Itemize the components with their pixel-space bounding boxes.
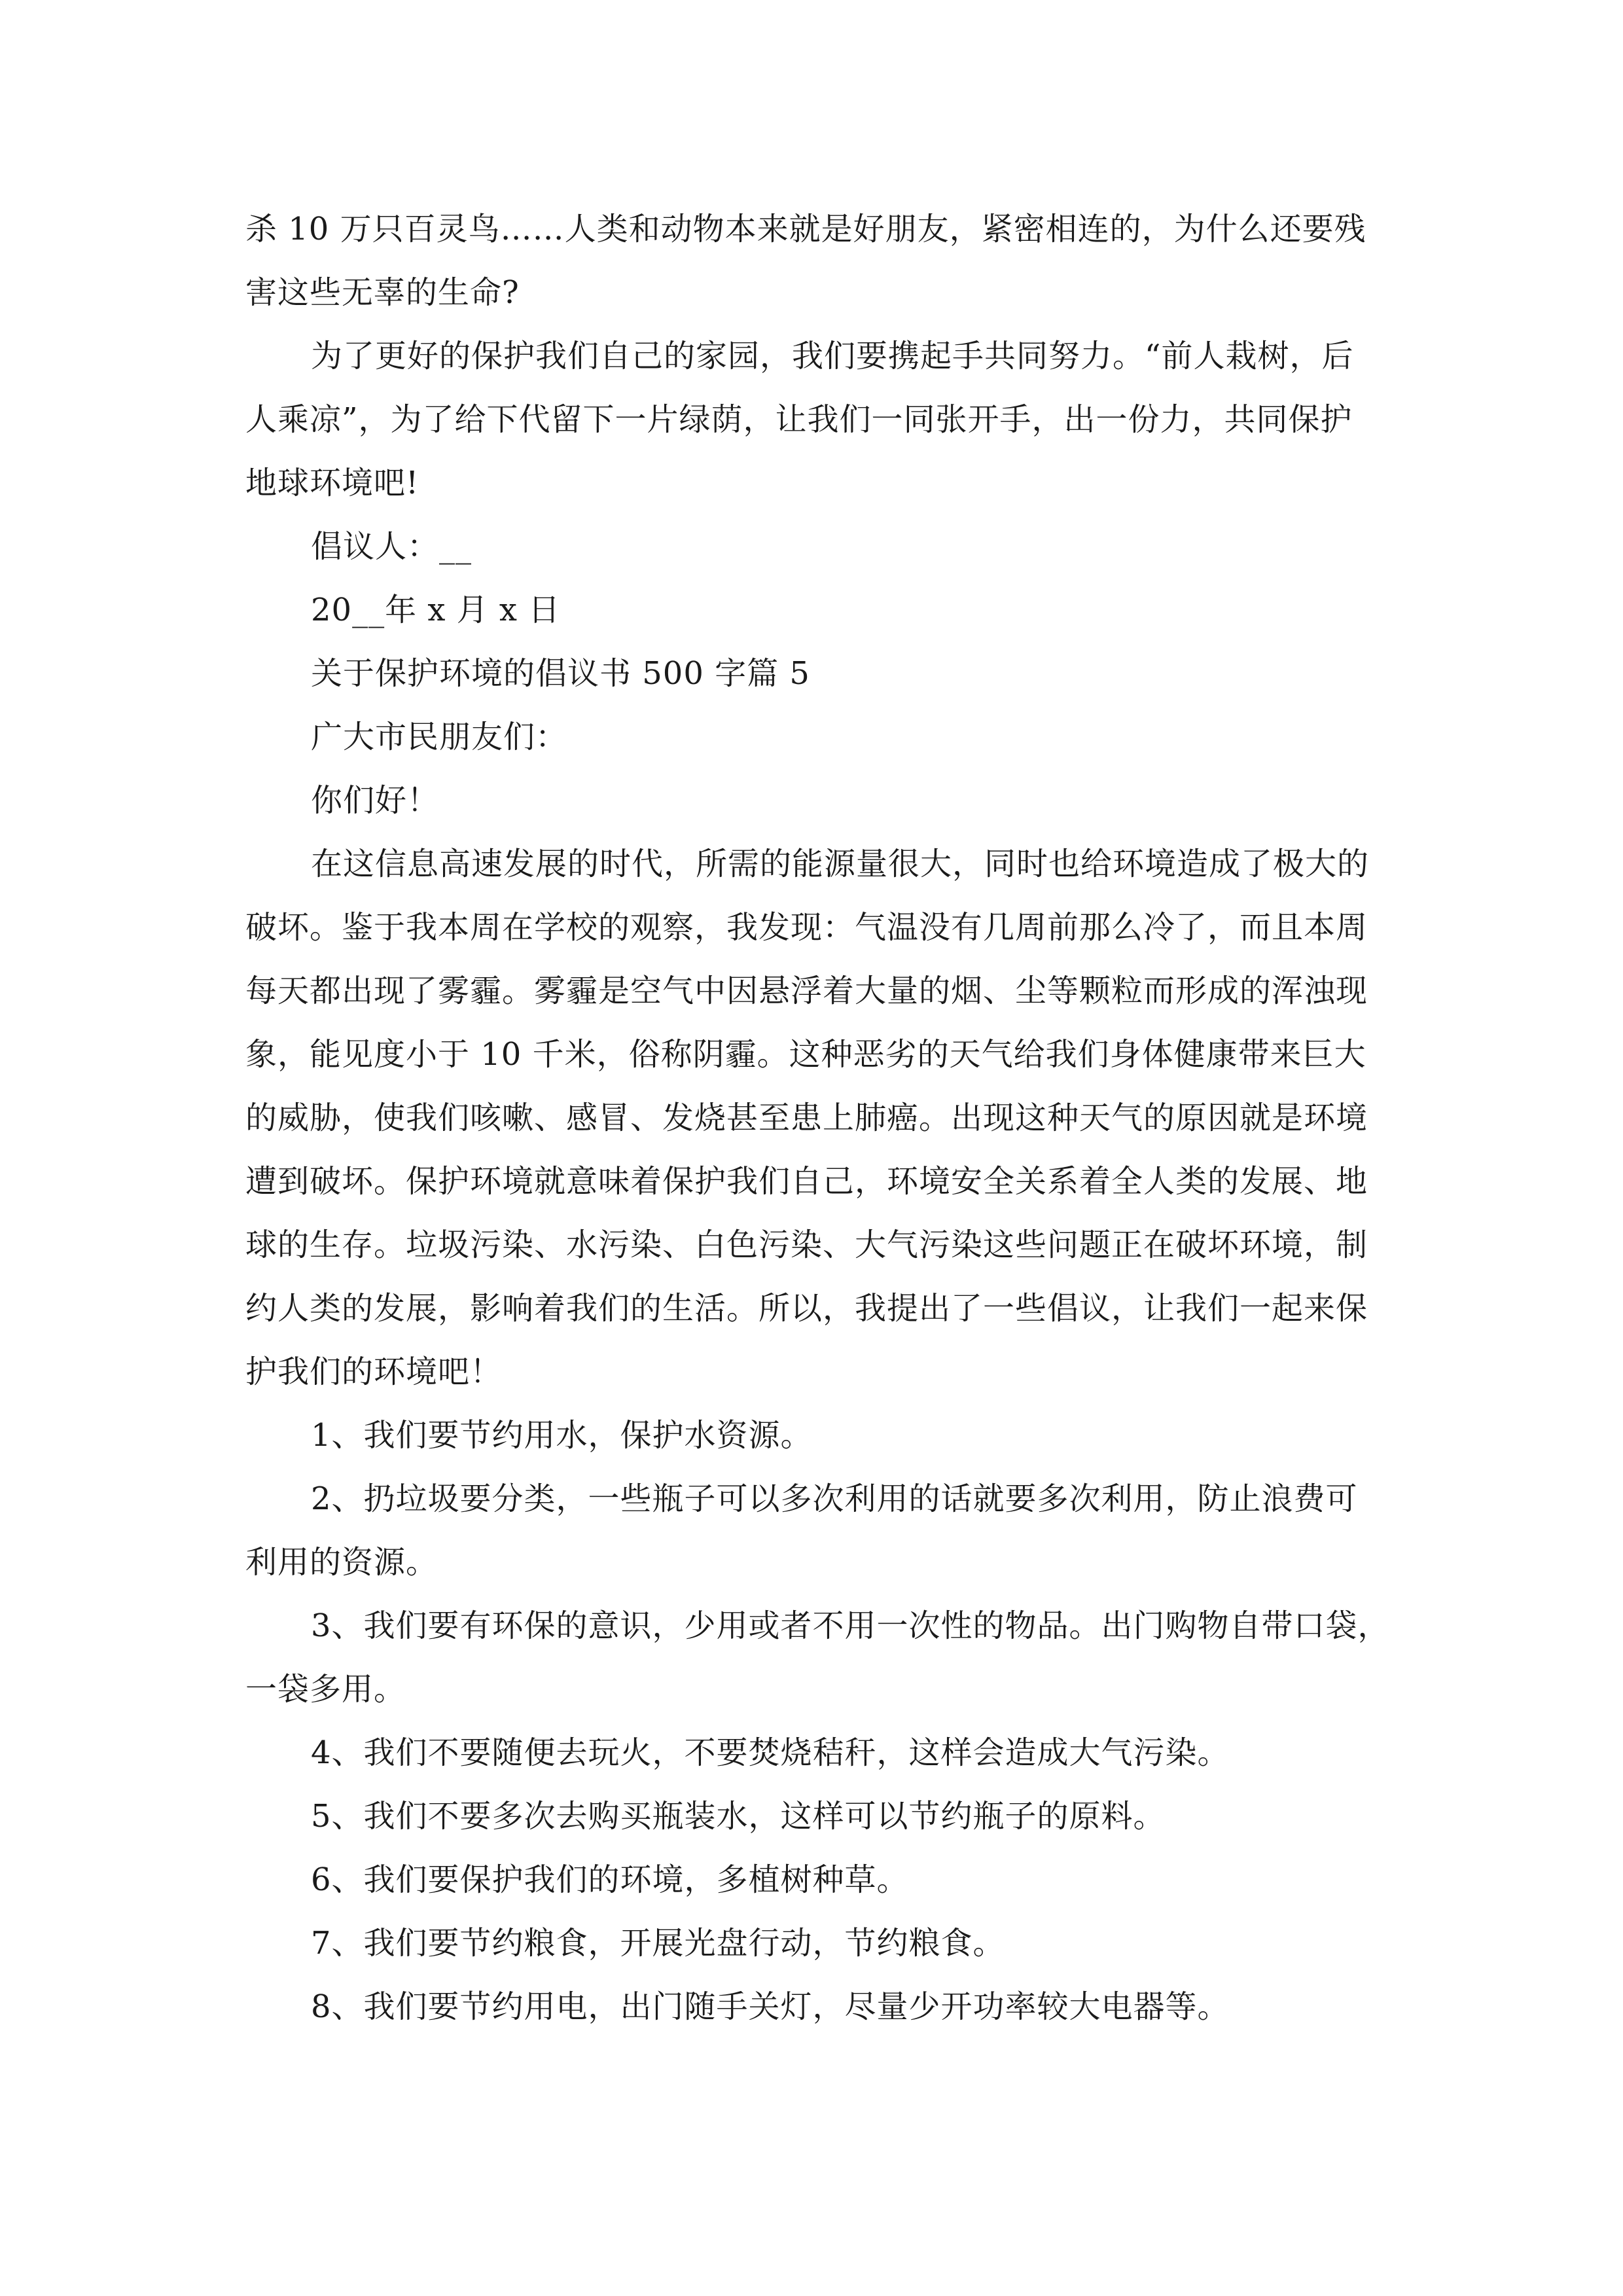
text-line: 护我们的环境吧！	[245, 1354, 503, 1390]
text-line: 每天都出现了雾霾。雾霾是空气中因悬浮着大量的烟、尘等颗粒而形成的浑浊现	[245, 973, 1368, 1009]
text-line: 倡议人：__	[311, 528, 473, 565]
text-line: 2、扔垃圾要分类，一些瓶子可以多次利用的话就要多次利用，防止浪费可	[311, 1480, 1358, 1517]
text-line: 杀 10 万只百灵鸟……人类和动物本来就是好朋友，紧密相连的，为什么还要残	[245, 211, 1366, 247]
text-line: 利用的资源。	[245, 1544, 438, 1581]
text-line: 的威胁，使我们咳嗽、感冒、发烧甚至患上肺癌。出现这种天气的原因就是环境	[245, 1100, 1368, 1136]
text-line: 象，能见度小于 10 千米，俗称阴霾。这种恶劣的天气给我们身体健康带来巨大	[245, 1036, 1366, 1073]
text-line: 广大市民朋友们：	[311, 719, 568, 755]
text-line: 破坏。鉴于我本周在学校的观察，我发现：气温没有几周前那么冷了，而且本周	[245, 909, 1368, 946]
text-line: 一袋多用。	[245, 1671, 406, 1708]
text-line: 3、我们要有环保的意识，少用或者不用一次性的物品。出门购物自带口袋，	[311, 1607, 1390, 1644]
text-line: 球的生存。垃圾污染、水污染、白色污染、大气污染这些问题正在破坏环境，制	[245, 1227, 1368, 1263]
text-line: 关于保护环境的倡议书 500 字篇 5	[311, 655, 810, 692]
text-line: 8、我们要节约用电，出门随手关灯，尽量少开功率较大电器等。	[311, 1988, 1230, 2025]
text-line: 7、我们要节约粮食，开展光盘行动，节约粮食。	[311, 1925, 1005, 1962]
text-line: 4、我们不要随便去玩火，不要焚烧秸秆，这样会造成大气污染。	[311, 1734, 1230, 1771]
text-line: 害这些无辜的生命?	[245, 274, 520, 311]
text-line: 20__年 x 月 x 日	[311, 592, 561, 628]
text-line: 1、我们要节约用水，保护水资源。	[311, 1417, 813, 1454]
text-line: 为了更好的保护我们自己的家园，我们要携起手共同努力。“前人栽树，后	[311, 338, 1354, 374]
text-line: 人乘凉”，为了给下代留下一片绿荫，让我们一同张开手，出一份力，共同保护	[245, 401, 1353, 438]
text-line: 6、我们要保护我们的环境，多植树种草。	[311, 1861, 909, 1898]
document-body	[245, 198, 1390, 2039]
text-line: 在这信息高速发展的时代，所需的能源量很大，同时也给环境造成了极大的	[311, 846, 1370, 882]
text-line: 约人类的发展，影响着我们的生活。所以，我提出了一些倡议，让我们一起来保	[245, 1290, 1368, 1327]
text-line: 地球环境吧!	[245, 465, 419, 501]
text-line: 遭到破坏。保护环境就意味着保护我们自己，环境安全关系着全人类的发展、地	[245, 1163, 1368, 1200]
text-line: 5、我们不要多次去购买瓶装水，这样可以节约瓶子的原料。	[311, 1798, 1166, 1835]
text-line: 你们好！	[311, 782, 440, 819]
